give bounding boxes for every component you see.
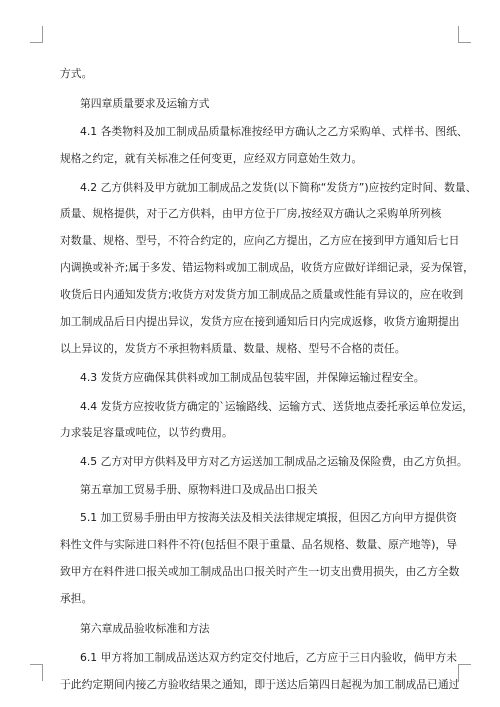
crop-mark-bottom-right bbox=[458, 664, 471, 681]
paragraph-line: 4.5 乙方对甲方供料及甲方对乙方运送加工制成品之运输及保险费，由乙方负担。 bbox=[80, 455, 468, 468]
paragraph-line: 于此约定期间内接乙方验收结果之通知，即于送达后第四日起视为加工制成品已通过 bbox=[60, 678, 460, 691]
chapter-heading: 第六章成品验收标准和方法 bbox=[80, 622, 210, 635]
paragraph-line: 4.1 各类物料及加工制成品质量标准按经甲方确认之乙方采购单、式样书、图纸、 bbox=[80, 125, 468, 138]
paragraph-line: 4.4 发货方应按收货方确定的`运输路线、运输方式、送货地点委托承运单位发运， bbox=[80, 400, 474, 413]
paragraph-line: 力求装足容量或吨位，以节约费用。 bbox=[60, 426, 233, 439]
chapter-heading: 第五章加工贸易手册、原物料进口及成品出口报关 bbox=[80, 483, 318, 496]
paragraph-line: 内调换或补齐;属于多发、错运物料或加工制成品，收货方应做好详细记录，妥为保管， bbox=[60, 261, 474, 274]
paragraph-line: 对数量、规格、型号，不符合约定的，应向乙方提出，乙方应在接到甲方通知后七日 bbox=[60, 234, 460, 247]
paragraph-line: 4.2 乙方供料及甲方就加工制成品之发货(以下简称“发货方”)应按约定时间、数量、 bbox=[80, 181, 477, 194]
paragraph-line: 方式。 bbox=[60, 67, 93, 80]
paragraph-line: 料性文件与实际进口料件不符(包括但不限于重量、品名规格、数量、原产地等)，导 bbox=[60, 538, 458, 551]
chapter-heading: 第四章质量要求及运输方式 bbox=[80, 97, 210, 110]
paragraph-line: 以上异议的，发货方不承担物料质量、数量、规格、型号不合格的责任。 bbox=[60, 342, 406, 355]
paragraph-line: 规格之约定，就有关标准之任何变更，应经双方同意始生效力。 bbox=[60, 152, 363, 165]
paragraph-line: 致甲方在料件进口报关或加工制成品出口报关时产生一切支出费用损失，由乙方全数 bbox=[60, 565, 460, 578]
paragraph-line: 承担。 bbox=[60, 592, 93, 605]
crop-mark-bottom-left bbox=[30, 664, 43, 681]
paragraph-line: 收货后日内通知发货方;收货方对发货方加工制成品之质量或性能有异议的，应在收到 bbox=[60, 288, 464, 301]
paragraph-line: 加工制成品后日内提出异议，发货方应在接到通知后日内完成返修，收货方逾期提出 bbox=[60, 315, 460, 328]
paragraph-line: 5.1 加工贸易手册由甲方按海关法及相关法律规定填报，但因乙方向甲方提供资 bbox=[80, 511, 457, 524]
paragraph-line: 4.3 发货方应确保其供料或加工制成品包装牢固，并保障运输过程安全。 bbox=[80, 371, 425, 384]
crop-mark-top-left bbox=[30, 26, 43, 43]
crop-mark-top-right bbox=[458, 26, 471, 43]
paragraph-line: 质量、规格提供，对于乙方供料，由甲方位于厂房,按经双方确认之采购单所列核 bbox=[60, 207, 442, 220]
paragraph-line: 6.1 甲方将加工制成品送达双方约定交付地后，乙方应于三日内验收，倘甲方未 bbox=[80, 651, 457, 664]
